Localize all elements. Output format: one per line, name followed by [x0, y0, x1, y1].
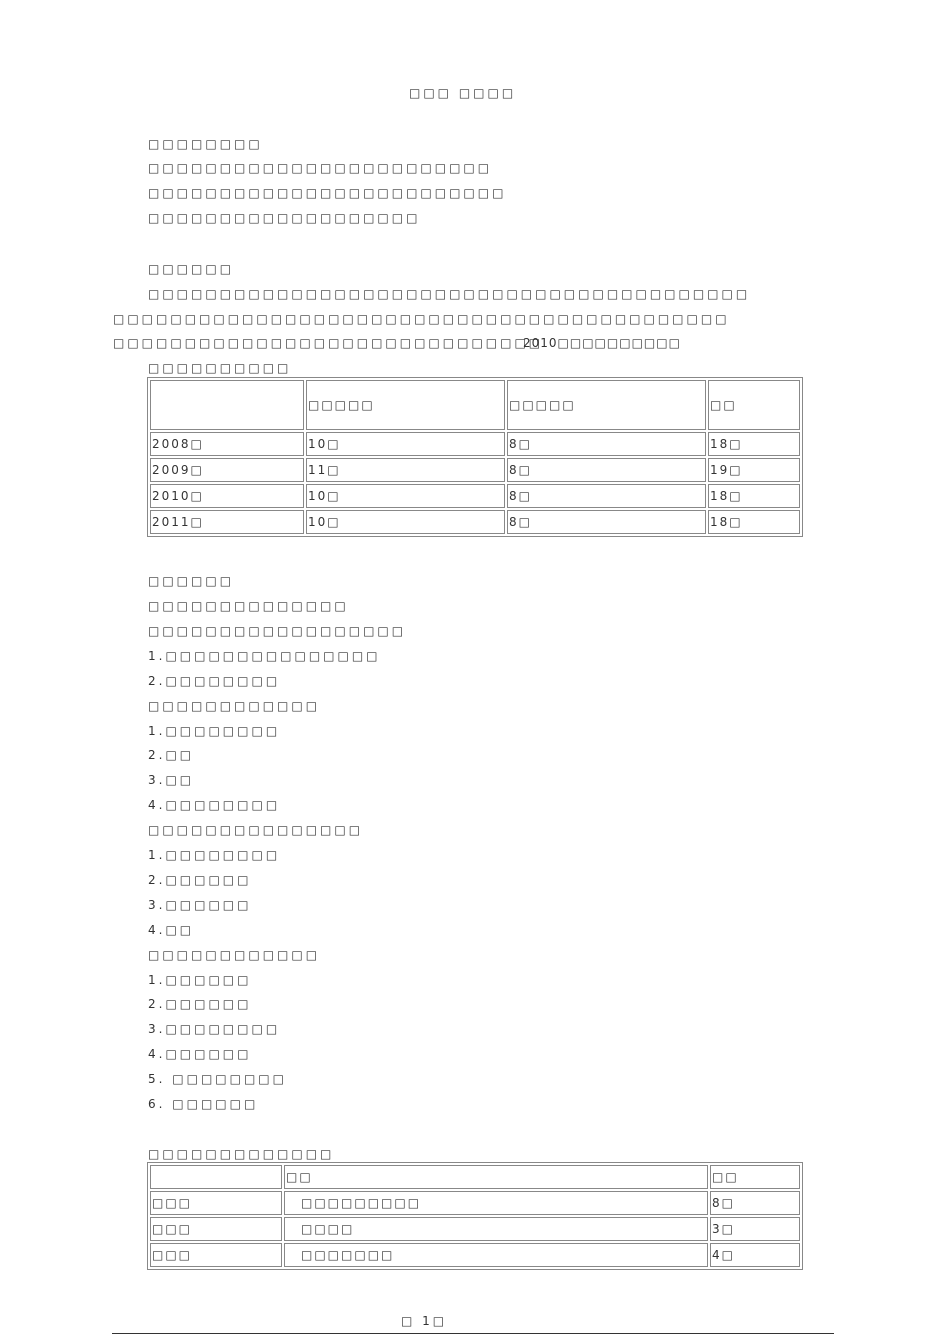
- list-item: 2.□□□□□□□□: [148, 673, 281, 688]
- list-item: 1.□□□□□□□□□□□□□□□: [148, 648, 381, 663]
- table-header-cell: [150, 1165, 282, 1189]
- staff-table: [147, 377, 803, 537]
- table-header-cell: [150, 380, 304, 430]
- table-header-cell: □□: [710, 1165, 800, 1189]
- list-item: 1.□□□□□□: [148, 972, 252, 987]
- table-cell: □□□: [150, 1243, 282, 1267]
- table-row: [150, 1191, 800, 1215]
- table-row: [150, 1217, 800, 1241]
- table-cell: 10□: [306, 484, 505, 508]
- table-header-cell: □□: [708, 380, 800, 430]
- table-header-cell: □□: [284, 1165, 708, 1189]
- table-row: [150, 432, 800, 456]
- list-item: 3.□□□□□□: [148, 897, 252, 912]
- table-cell: 8□: [710, 1191, 800, 1215]
- table-cell: 2009□: [150, 458, 304, 482]
- section1-heading: □□□□□□: [148, 262, 235, 276]
- list-item: 1.□□□□□□□□: [148, 848, 281, 862]
- table-cell: 18□: [708, 510, 800, 534]
- table-cell: □□□□□□□□□: [284, 1191, 708, 1215]
- table-row: [150, 1243, 800, 1267]
- footer-rule: [112, 1333, 834, 1334]
- table-row: [150, 458, 800, 482]
- section2-heading: □□□□□□: [148, 574, 235, 588]
- table-cell: 11□: [306, 458, 505, 482]
- table-cell: □□□: [150, 1191, 282, 1215]
- intro-line: □□□□□□□□□□□□□□□□□□□□□□□□: [148, 161, 493, 175]
- table-cell: 2008□: [150, 432, 304, 456]
- table-header-row: [150, 1165, 800, 1189]
- table-row: [150, 510, 800, 534]
- page-number: □ 1□: [401, 1314, 448, 1328]
- table-cell: 3□: [710, 1217, 800, 1241]
- table-header-cell: □□□□□: [306, 380, 505, 430]
- list-item: 3.□□: [148, 773, 195, 788]
- table-cell: 8□: [507, 510, 706, 534]
- table-cell: 2011□: [150, 510, 304, 534]
- table-cell: 8□: [507, 458, 706, 482]
- paragraph-line: □□□□□□□□□□□□□□□□□□□□□□□□□□□□□□□□□□□□□□□□□□: [148, 287, 751, 301]
- paragraph-line: □□□□□□□□□□□□□□□□□□□□□□□□□□□□□□: [113, 336, 544, 350]
- list-item: 2.□□□□□□: [148, 872, 252, 887]
- table-row: [150, 484, 800, 508]
- paragraph-tail: 2010□□□□□□□□□□: [523, 336, 681, 350]
- list-item: □□□□□□□□□□□□□□□□□□: [148, 623, 407, 638]
- list-item: □□□□□□□□□□□□□□□: [148, 823, 364, 838]
- paragraph-line: □□□□□□□□□□□□□□□□□□□□□□□□□□□□□□□□□□□□□□□□□□□: [113, 312, 730, 326]
- list-item: 4.□□□□□□□□: [148, 798, 281, 813]
- list-item: 1.□□□□□□□□: [148, 723, 281, 738]
- page-title: □□□ □□□□: [409, 86, 517, 100]
- intro-line: □□□□□□□□: [148, 137, 263, 151]
- list-item: □□□□□□□□□□□□□□: [148, 599, 349, 613]
- list-item: □□□□□□□□□□□□: [148, 698, 321, 713]
- intro-line: □□□□□□□□□□□□□□□□□□□□□□□□□: [148, 186, 507, 200]
- list-item: 6. □□□□□□: [148, 1097, 259, 1111]
- table-header-cell: □□□□□: [507, 380, 706, 430]
- table-cell: □□□: [150, 1217, 282, 1241]
- course-table: [147, 1162, 803, 1270]
- list-item: 5. □□□□□□□□: [148, 1072, 287, 1087]
- table1-caption: □□□□□□□□□□: [148, 361, 292, 375]
- table-cell: □□□□: [284, 1217, 708, 1241]
- list-item: 4.□□□□□□: [148, 1047, 252, 1062]
- table-cell: 10□: [306, 510, 505, 534]
- table-cell: 2010□: [150, 484, 304, 508]
- table-cell: 10□: [306, 432, 505, 456]
- table-cell: 4□: [710, 1243, 800, 1267]
- list-item: 2.□□: [148, 748, 195, 763]
- table-cell: 8□: [507, 484, 706, 508]
- table-cell: □□□□□□□: [284, 1243, 708, 1267]
- list-item: 4.□□: [148, 922, 195, 937]
- table-cell: 18□: [708, 484, 800, 508]
- list-item: 2.□□□□□□: [148, 997, 252, 1012]
- table-cell: 18□: [708, 432, 800, 456]
- table-cell: 8□: [507, 432, 706, 456]
- table2-caption: □□□□□□□□□□□□□: [148, 1147, 335, 1161]
- list-item: □□□□□□□□□□□□: [148, 947, 321, 962]
- list-item: 3.□□□□□□□□: [148, 1022, 281, 1037]
- table-header-row: [150, 380, 800, 430]
- intro-line: □□□□□□□□□□□□□□□□□□□: [148, 211, 421, 225]
- table-cell: 19□: [708, 458, 800, 482]
